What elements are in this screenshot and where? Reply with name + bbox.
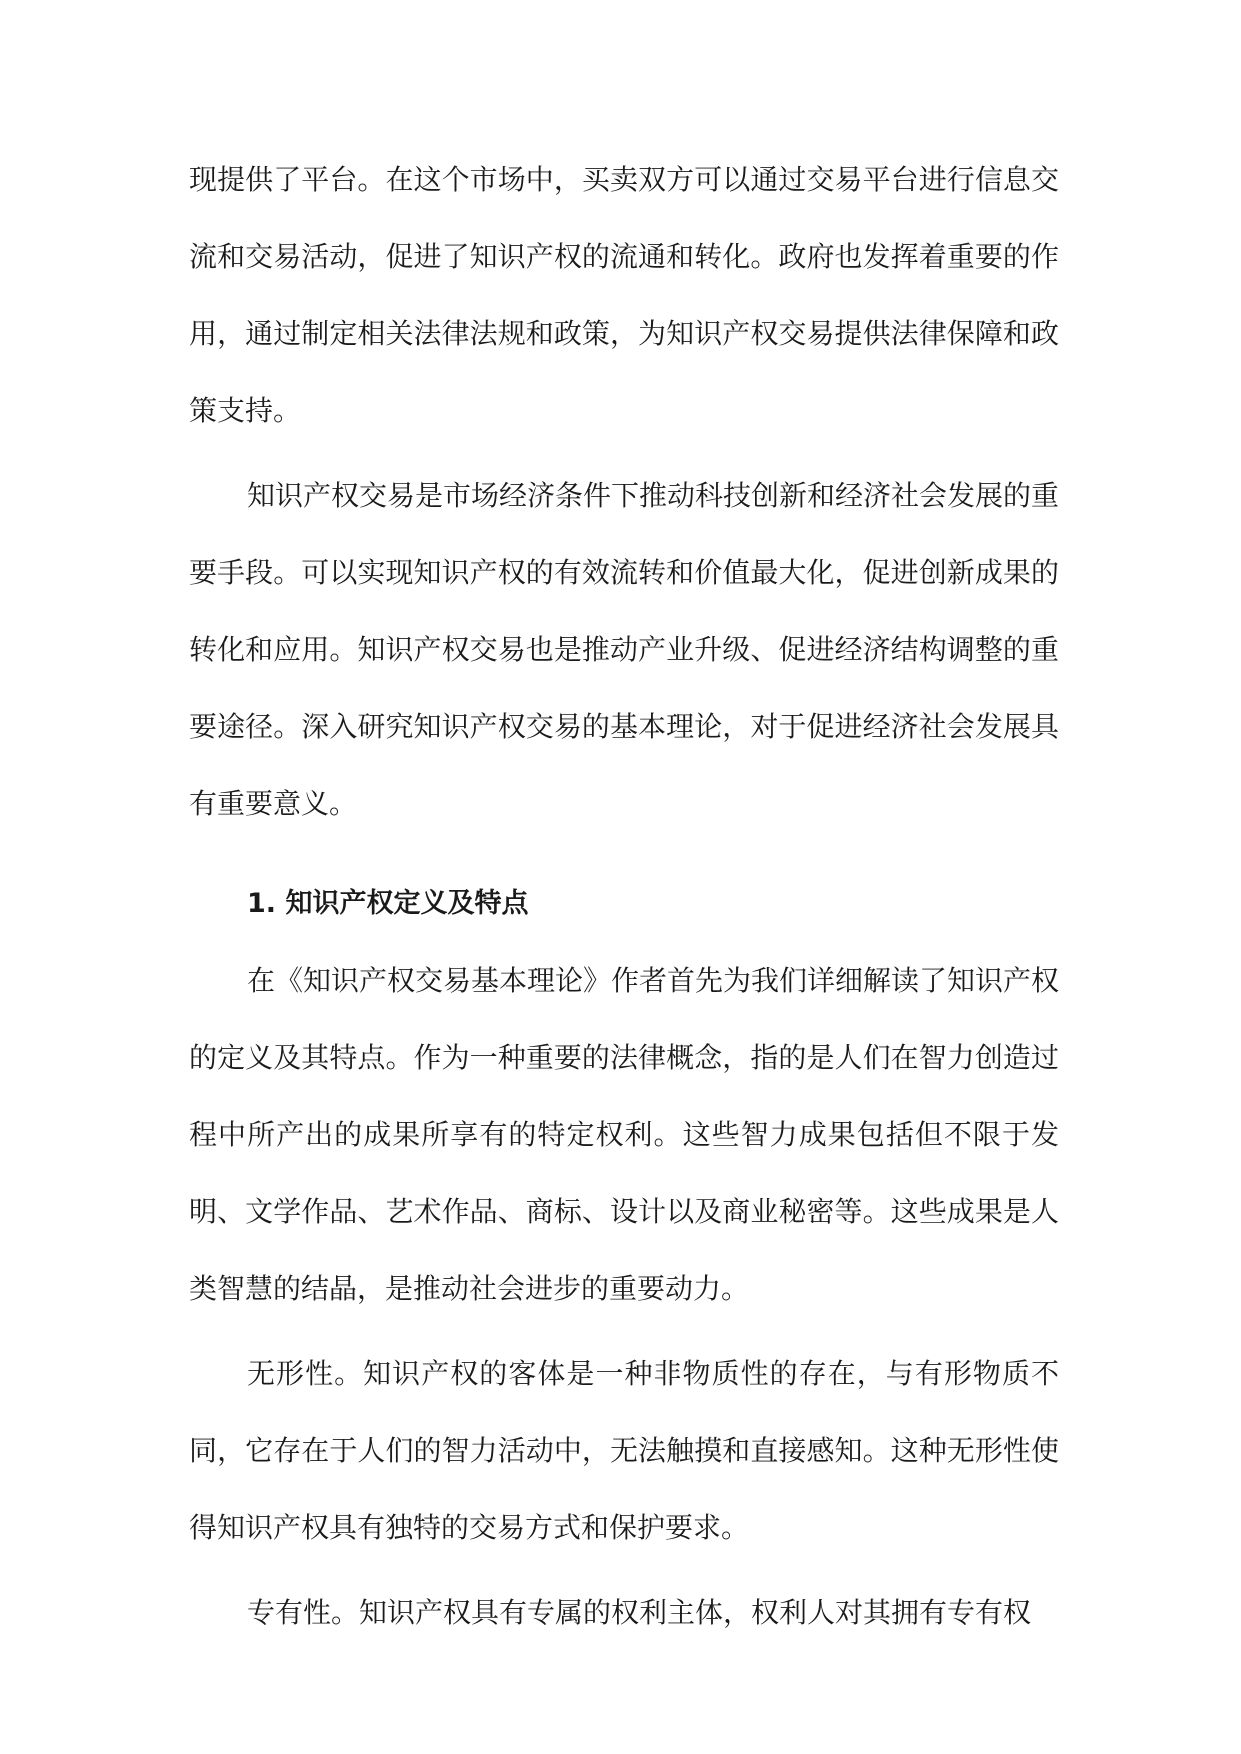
paragraph-continued: 现提供了平台。在这个市场中，买卖双方可以通过交易平台进行信息交流和交易活动，促进了知识产权的流通和转化。政府也发挥着重要的作用，通过制定相关法律法规和政策，为知识产权交易提供法律保障和政策支持。 xyxy=(189,163,1059,427)
paragraph-exclusivity: 专有性。知识产权具有专属的权利主体，权利人对其拥有专有权 xyxy=(247,1596,1032,1629)
paragraph-ip-trading-importance: 知识产权交易是市场经济条件下推动科技创新和经济社会发展的重要手段。可以实现知识产权的有效流转和价值最大化，促进创新成果的转化和应用。知识产权交易也是推动产业升级、促进经济结构调整的重要途径。深入研究知识产权交易的基本理论，对于促进经济社会发展具有重要意义。 xyxy=(189,479,1060,820)
document-body xyxy=(189,141,1059,1651)
paragraph-intangibility: 无形性。知识产权的客体是一种非物质性的存在，与有形物质不同，它存在于人们的智力活动中，无法触摸和直接感知。这种无形性使得知识产权具有独特的交易方式和保护要求。 xyxy=(189,1357,1059,1544)
section-heading: 1. 知识产权定义及特点 xyxy=(247,888,529,919)
paragraph-ip-definition: 在《知识产权交易基本理论》作者首先为我们详细解读了知识产权的定义及其特点。作为一种重要的法律概念，指的是人们在智力创造过程中所产出的成果所享有的特定权利。这些智力成果包括但不限于发明、文学作品、艺术作品、商标、设计以及商业秘密等。这些成果是人类智慧的结晶，是推动社会进步的重要动力。 xyxy=(189,964,1060,1305)
